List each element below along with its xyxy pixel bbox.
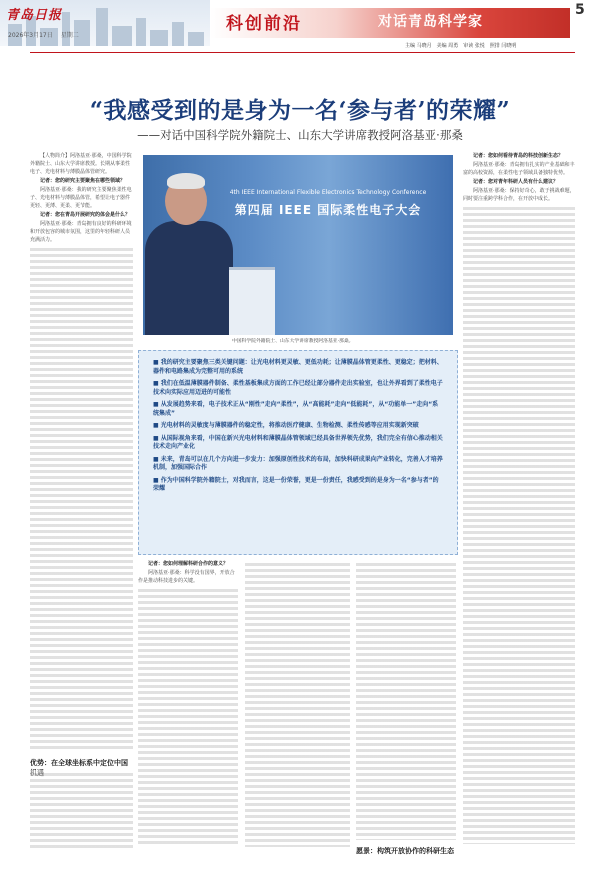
question: 记者：您的研究主要聚焦在哪些领域？ (40, 178, 126, 184)
key-point: ■ 我们在低温薄膜器件制备、柔性基板集成方面的工作已经让部分器件走出实验室，也让外界看到了柔性电子技术向实际应用迈进的可能性 (153, 380, 443, 397)
answer: 阿洛基亚·那桑：我的研究主要聚焦柔性电子、光电材料与薄膜晶体管，希望让电子器件更轻、更薄、更柔、更节能。 (30, 187, 132, 209)
speaker-figure (145, 221, 233, 335)
page-number: 5 (575, 2, 585, 18)
article-subhead: ——对话中国科学院外籍院士、山东大学讲席教授阿洛基亚·那桑 (137, 128, 463, 142)
editor-review: 审读 张悦 (463, 43, 485, 49)
key-point: ■ 从国际视角来看，中国在新兴光电材料和薄膜晶体管领域已经具备世界领先优势，我们完全有信心推动相关技术走向产业化 (153, 435, 443, 452)
key-point: ■ 从发展趋势来看，电子技术正从“刚性”走向“柔性”，从“高能耗”走向“低能耗”，从“功能单一”走向“系统集成” (153, 401, 443, 418)
answer: 阿洛基亚·那桑：青岛拥有良好的科研环境和开放包容的城市氛围，这里的年轻科研人员充满活力。 (30, 221, 132, 243)
key-point: ■ 作为中国科学院外籍院士，对我而言，这是一份荣誉，更是一份责任，我感受到的是身为一名“参与者”的荣耀 (153, 477, 443, 494)
text-column-bottom-2 (245, 560, 350, 847)
editor-credits (405, 42, 521, 49)
conference-banner-cn: 第四届 IEEE 国际柔性电子大会 (234, 203, 422, 217)
text-column-left-lower (30, 770, 133, 850)
article-headline: “我感受到的是身为一名‘参与者’的荣耀” (89, 97, 511, 124)
editor-proof: 照排 闫晓明 (489, 43, 517, 49)
editor-art: 美编 周勇 (436, 43, 459, 49)
question: 记者：您如何看待青岛的科技创新生态？ (473, 153, 564, 159)
key-points-box (138, 350, 458, 555)
question: 记者：您如何理解科研合作的意义？ (148, 561, 229, 567)
answer: 阿洛基亚·那桑：青岛拥有扎实的产业基础和丰富的高校资源，在柔性电子领域具备独特优势。 (463, 162, 575, 176)
text-column-left (30, 152, 133, 752)
body-text-lines (463, 204, 575, 844)
issue-date (8, 30, 87, 39)
photo-caption: 中国科学院外籍院士、山东大学讲席教授阿洛基亚·那桑。 (232, 339, 354, 344)
conference-banner-en: 4th IEEE International Flexible Electronics Technology Conference (229, 189, 427, 196)
text-column-bottom-3 (356, 560, 456, 840)
section-heading-advantage: 优势：在全球坐标系中定位中国 (30, 759, 128, 767)
key-point: ■ 我的研究主要聚焦三类关键问题：让光电材料更灵敏、更低功耗；让薄膜晶体管更柔性、更稳定；把材料、器件和电路集成为完整可用的系统 (153, 359, 443, 376)
header-rule (30, 52, 575, 53)
key-point: ■ 光电材料的灵敏度与薄膜器件的稳定性，将推动医疗健康、生物检测、柔性传感等应用实现新突破 (153, 422, 443, 431)
conference-photo (143, 155, 453, 335)
text-column-right (463, 152, 575, 847)
key-point: ■ 未来，青岛可以在几个方向进一步发力：加强原创性技术的布局，加快科研成果向产业转化，完善人才培养机制，加强国际合作 (153, 456, 443, 473)
question: 记者：您对青年科研人员有什么建议？ (473, 179, 559, 185)
answer: 阿洛基亚·那桑：科学没有国界，开放合作是推动科技进步的关键。 (138, 570, 235, 584)
podium (229, 267, 275, 335)
body-text-lines (30, 245, 133, 752)
body-text-lines (138, 586, 238, 846)
text-column-bottom-1 (138, 560, 238, 847)
section-heading-vision: 愿景：构筑开放协作的科研生态 (356, 847, 454, 855)
section-title: 科创前沿 (226, 14, 302, 34)
answer: 阿洛基亚·那桑：保持好奇心，敢于挑战难题，同时要注重跨学科合作，在开放中成长。 (463, 188, 575, 202)
intro-paragraph: 【人物简介】阿洛基亚·那桑，中国科学院外籍院士、山东大学讲席教授。长期从事柔性电子、光电材料与薄膜晶体管研究。 (30, 153, 132, 175)
speaker-hair (167, 173, 205, 189)
newspaper-logo: 青岛日报 (6, 8, 63, 23)
issue-date-text: 2026年3月17日 (8, 32, 53, 39)
section-subtitle: 对话青岛科学家 (378, 14, 483, 30)
editor-chief: 主编 马晓月 (405, 43, 432, 49)
issue-weekday: 星期二 (60, 32, 79, 39)
question: 记者：您在青岛开展研究的体会是什么？ (40, 212, 131, 218)
